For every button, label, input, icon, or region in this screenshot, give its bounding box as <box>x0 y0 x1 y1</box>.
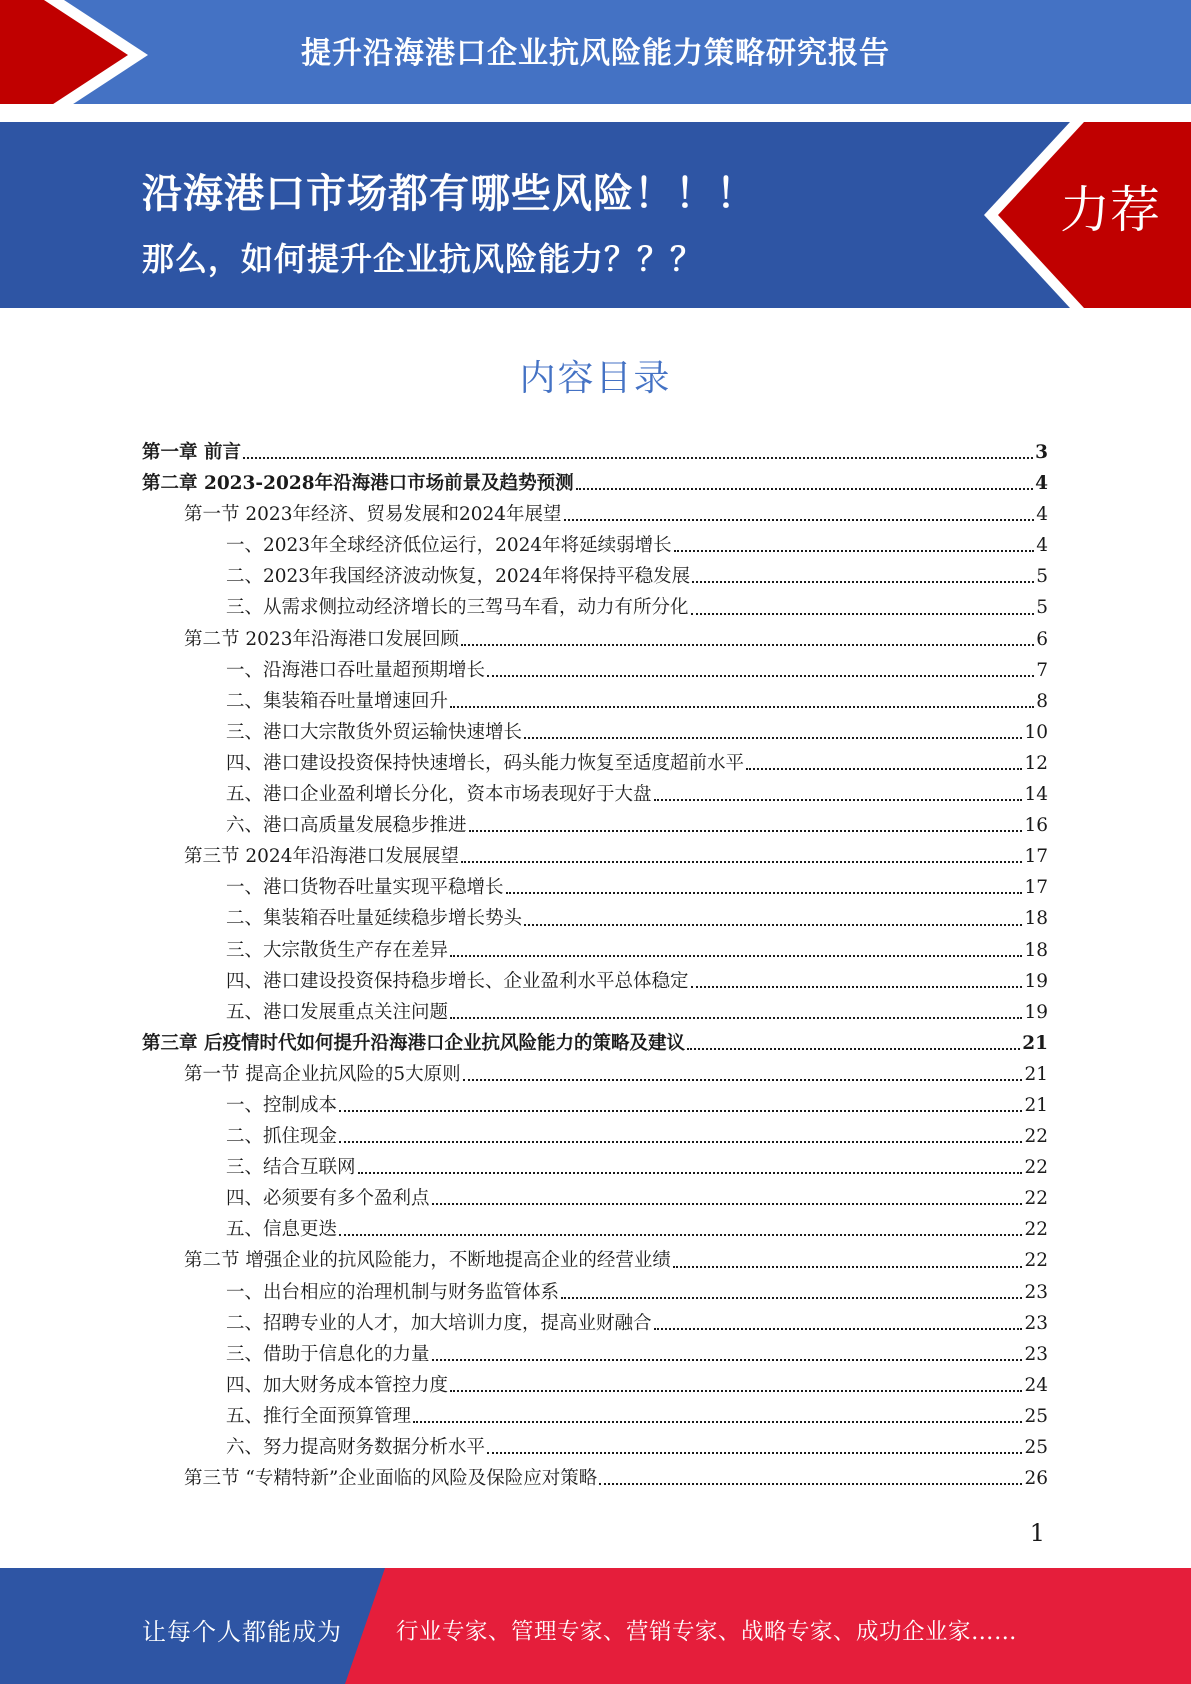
toc-entry-label: 一、控制成本 <box>226 1094 338 1116</box>
toc-entry-page: 23 <box>1024 1343 1048 1365</box>
toc-leader-dots <box>339 1234 1022 1236</box>
toc-entry-page: 4 <box>1035 473 1048 495</box>
toc-entry-label: 第三节 “专精特新”企业面临的风险及保险应对策略 <box>184 1468 598 1490</box>
toc-entry-label: 第二章 2023-2028年沿海港口市场前景及趋势预测 <box>142 473 574 495</box>
toc-entry-page: 19 <box>1024 970 1048 992</box>
toc-entry-label: 第二节 2023年沿海港口发展回顾 <box>184 628 459 650</box>
toc-entry-label: 五、推行全面预算管理 <box>226 1405 412 1427</box>
toc-entry-page: 17 <box>1024 846 1048 868</box>
toc-entry-label: 第一章 前言 <box>142 442 241 463</box>
toc-leader-dots <box>463 1079 1023 1081</box>
toc-entry-label: 二、招聘专业的人才，加大培训力度，提高业财融合 <box>226 1312 652 1334</box>
toc-entry-label: 三、港口大宗散货外贸运输快速增长 <box>226 721 523 743</box>
toc-leader-dots <box>524 924 1022 926</box>
toc-leader-dots <box>461 861 1022 863</box>
toc-entry[interactable] <box>142 1308 1048 1339</box>
toc-entry-label: 一、2023年全球经济低位运行，2024年将延续弱增长 <box>226 535 672 557</box>
toc-leader-dots <box>691 613 1035 615</box>
toc-entry[interactable] <box>142 1245 1048 1276</box>
toc-entry-label: 五、港口发展重点关注问题 <box>226 1001 449 1023</box>
toc-entry-page: 4 <box>1036 504 1048 526</box>
toc-entry[interactable] <box>142 437 1048 468</box>
toc-entry-label: 二、集装箱吞吐量增速回升 <box>226 690 449 712</box>
toc-entry[interactable] <box>142 717 1048 748</box>
toc-leader-dots <box>450 955 1022 957</box>
toc-entry-page: 26 <box>1024 1468 1048 1490</box>
footer-slogan-right: 行业专家、管理专家、营销专家、战略专家、成功企业家…… <box>396 1619 1018 1645</box>
toc-entry-label: 第三节 2024年沿海港口发展展望 <box>184 846 459 868</box>
toc-leader-dots <box>450 1017 1022 1019</box>
toc-leader-dots <box>487 1452 1022 1454</box>
toc-entry-page: 6 <box>1036 628 1048 650</box>
toc-entry-label: 六、努力提高财务数据分析水平 <box>226 1437 486 1458</box>
toc-entry[interactable] <box>142 499 1048 530</box>
toc-leader-dots <box>413 1421 1022 1423</box>
hero-subheadline: 那么，如何提升企业抗风险能力？？？ <box>142 240 704 278</box>
toc-entry-label: 三、结合互联网 <box>226 1157 356 1179</box>
toc-entry[interactable] <box>142 872 1048 903</box>
toc-entry[interactable] <box>142 1152 1048 1183</box>
toc-leader-dots <box>687 1048 1020 1050</box>
toc-entry-label: 二、抓住现金 <box>226 1126 338 1148</box>
toc-entry-label: 一、港口货物吞吐量实现平稳增长 <box>226 877 504 899</box>
toc-entry-page: 22 <box>1024 1126 1048 1148</box>
toc-entry-page: 21 <box>1022 1032 1048 1054</box>
toc-entry-label: 三、大宗散货生产存在差异 <box>226 939 449 961</box>
toc-entry[interactable] <box>142 1339 1048 1370</box>
toc-entry-label: 五、信息更迭 <box>226 1219 338 1241</box>
toc-leader-dots <box>654 1328 1023 1330</box>
toc-entry[interactable] <box>142 810 1048 841</box>
toc-leader-dots <box>339 1110 1022 1112</box>
table-of-contents <box>142 437 1048 1494</box>
toc-entry-page: 14 <box>1024 784 1048 806</box>
toc-entry[interactable] <box>142 1090 1048 1121</box>
toc-entry-label: 五、港口企业盈利增长分化，资本市场表现好于大盘 <box>226 784 652 806</box>
toc-leader-dots <box>654 799 1023 801</box>
toc-leader-dots <box>746 768 1022 770</box>
top-banner <box>0 0 1191 110</box>
toc-entry-label: 六、港口高质量发展稳步推进 <box>226 815 467 837</box>
page-number: 1 <box>1029 1519 1045 1547</box>
toc-entry-page: 22 <box>1024 1157 1048 1179</box>
toc-entry[interactable] <box>142 748 1048 779</box>
toc-entry[interactable] <box>142 1059 1048 1090</box>
toc-leader-dots <box>243 457 1033 459</box>
toc-entry[interactable] <box>142 624 1048 655</box>
toc-entry[interactable] <box>142 1121 1048 1152</box>
toc-entry-page: 23 <box>1024 1281 1048 1303</box>
toc-entry-label: 四、港口建设投资保持快速增长，码头能力恢复至适度超前水平 <box>226 752 745 774</box>
toc-entry[interactable] <box>142 779 1048 810</box>
toc-entry-page: 21 <box>1024 1063 1048 1085</box>
toc-leader-dots <box>564 519 1035 521</box>
toc-entry-page: 5 <box>1036 566 1048 588</box>
toc-entry-label: 四、港口建设投资保持稳步增长、企业盈利水平总体稳定 <box>226 970 689 992</box>
toc-leader-dots <box>674 550 1035 552</box>
hero-band <box>0 122 1191 308</box>
toc-entry[interactable] <box>142 686 1048 717</box>
toc-entry-label: 四、必须要有多个盈利点 <box>226 1188 430 1210</box>
toc-entry-page: 18 <box>1024 939 1048 961</box>
toc-entry-page: 24 <box>1024 1374 1048 1396</box>
toc-leader-dots <box>432 1359 1023 1361</box>
toc-entry-page: 8 <box>1036 690 1048 712</box>
toc-entry-label: 一、出台相应的治理机制与财务监管体系 <box>226 1281 560 1303</box>
toc-entry[interactable] <box>142 841 1048 872</box>
toc-leader-dots <box>358 1172 1023 1174</box>
toc-entry[interactable] <box>142 1432 1048 1463</box>
toc-entry-label: 三、借助于信息化的力量 <box>226 1343 430 1365</box>
toc-leader-dots <box>461 644 1034 646</box>
toc-entry-page: 4 <box>1036 535 1048 557</box>
toc-entry[interactable] <box>142 997 1048 1028</box>
toc-leader-dots <box>561 1297 1022 1299</box>
toc-entry[interactable] <box>142 530 1048 561</box>
toc-entry[interactable] <box>142 468 1048 499</box>
toc-entry-page: 19 <box>1024 1001 1048 1023</box>
toc-entry-page: 18 <box>1024 908 1048 930</box>
toc-leader-dots <box>487 675 1034 677</box>
toc-entry-page: 21 <box>1024 1094 1048 1116</box>
toc-entry-page: 22 <box>1024 1250 1048 1272</box>
toc-entry[interactable] <box>142 966 1048 997</box>
toc-entry-page: 22 <box>1024 1188 1048 1210</box>
toc-entry-label: 二、集装箱吞吐量延续稳步增长势头 <box>226 908 523 930</box>
toc-entry[interactable] <box>142 1463 1048 1494</box>
toc-entry-page: 22 <box>1024 1219 1048 1241</box>
toc-entry-page: 17 <box>1024 877 1048 899</box>
toc-entry-page: 16 <box>1024 815 1048 837</box>
toc-entry-page: 5 <box>1036 597 1048 619</box>
banner-title: 提升沿海港口企业抗风险能力策略研究报告 <box>301 36 890 71</box>
toc-entry-label: 二、2023年我国经济波动恢复，2024年将保持平稳发展 <box>226 566 691 588</box>
toc-leader-dots <box>450 1390 1022 1392</box>
toc-entry-label: 四、加大财务成本管控力度 <box>226 1374 449 1396</box>
toc-entry[interactable] <box>142 1183 1048 1214</box>
toc-entry[interactable] <box>142 1028 1048 1059</box>
toc-entry-page: 3 <box>1035 442 1048 463</box>
toc-entry-page: 23 <box>1024 1312 1048 1334</box>
toc-title: 内容目录 <box>519 358 672 399</box>
toc-leader-dots <box>692 581 1034 583</box>
toc-leader-dots <box>524 737 1022 739</box>
toc-entry-page: 25 <box>1024 1437 1048 1458</box>
toc-entry[interactable] <box>142 1214 1048 1245</box>
toc-leader-dots <box>576 488 1034 490</box>
toc-entry[interactable] <box>142 592 1048 623</box>
toc-entry[interactable] <box>142 1401 1048 1432</box>
toc-leader-dots <box>469 830 1023 832</box>
toc-entry-page: 12 <box>1024 752 1048 774</box>
footer-banner <box>0 1568 1191 1684</box>
toc-entry-label: 第三章 后疫情时代如何提升沿海港口企业抗风险能力的策略及建议 <box>142 1032 685 1054</box>
toc-entry-page: 7 <box>1036 659 1048 681</box>
toc-entry[interactable] <box>142 935 1048 966</box>
toc-leader-dots <box>673 1266 1023 1268</box>
toc-leader-dots <box>691 986 1023 988</box>
toc-entry-label: 第一节 2023年经济、贸易发展和2024年展望 <box>184 504 562 526</box>
toc-entry-label: 第一节 提高企业抗风险的5大原则 <box>184 1063 461 1085</box>
toc-entry-page: 25 <box>1024 1405 1048 1427</box>
toc-entry[interactable] <box>142 903 1048 934</box>
toc-leader-dots <box>599 1483 1022 1485</box>
toc-entry-label: 一、沿海港口吞吐量超预期增长 <box>226 659 486 681</box>
toc-leader-dots <box>339 1141 1022 1143</box>
toc-entry-label: 三、从需求侧拉动经济增长的三驾马车看，动力有所分化 <box>226 597 689 619</box>
toc-leader-dots <box>506 892 1023 894</box>
toc-entry[interactable] <box>142 1277 1048 1308</box>
toc-entry[interactable] <box>142 561 1048 592</box>
toc-leader-dots <box>432 1203 1023 1205</box>
toc-entry-label: 第二节 增强企业的抗风险能力，不断地提高企业的经营业绩 <box>184 1250 671 1272</box>
toc-entry-page: 10 <box>1024 721 1048 743</box>
recommend-badge: 力荐 <box>1060 181 1160 239</box>
footer-slogan-left: 让每个人都能成为 <box>142 1618 342 1646</box>
toc-leader-dots <box>450 706 1034 708</box>
toc-entry[interactable] <box>142 655 1048 686</box>
hero-headline: 沿海港口市场都有哪些风险！！！ <box>142 171 757 217</box>
toc-entry[interactable] <box>142 1370 1048 1401</box>
